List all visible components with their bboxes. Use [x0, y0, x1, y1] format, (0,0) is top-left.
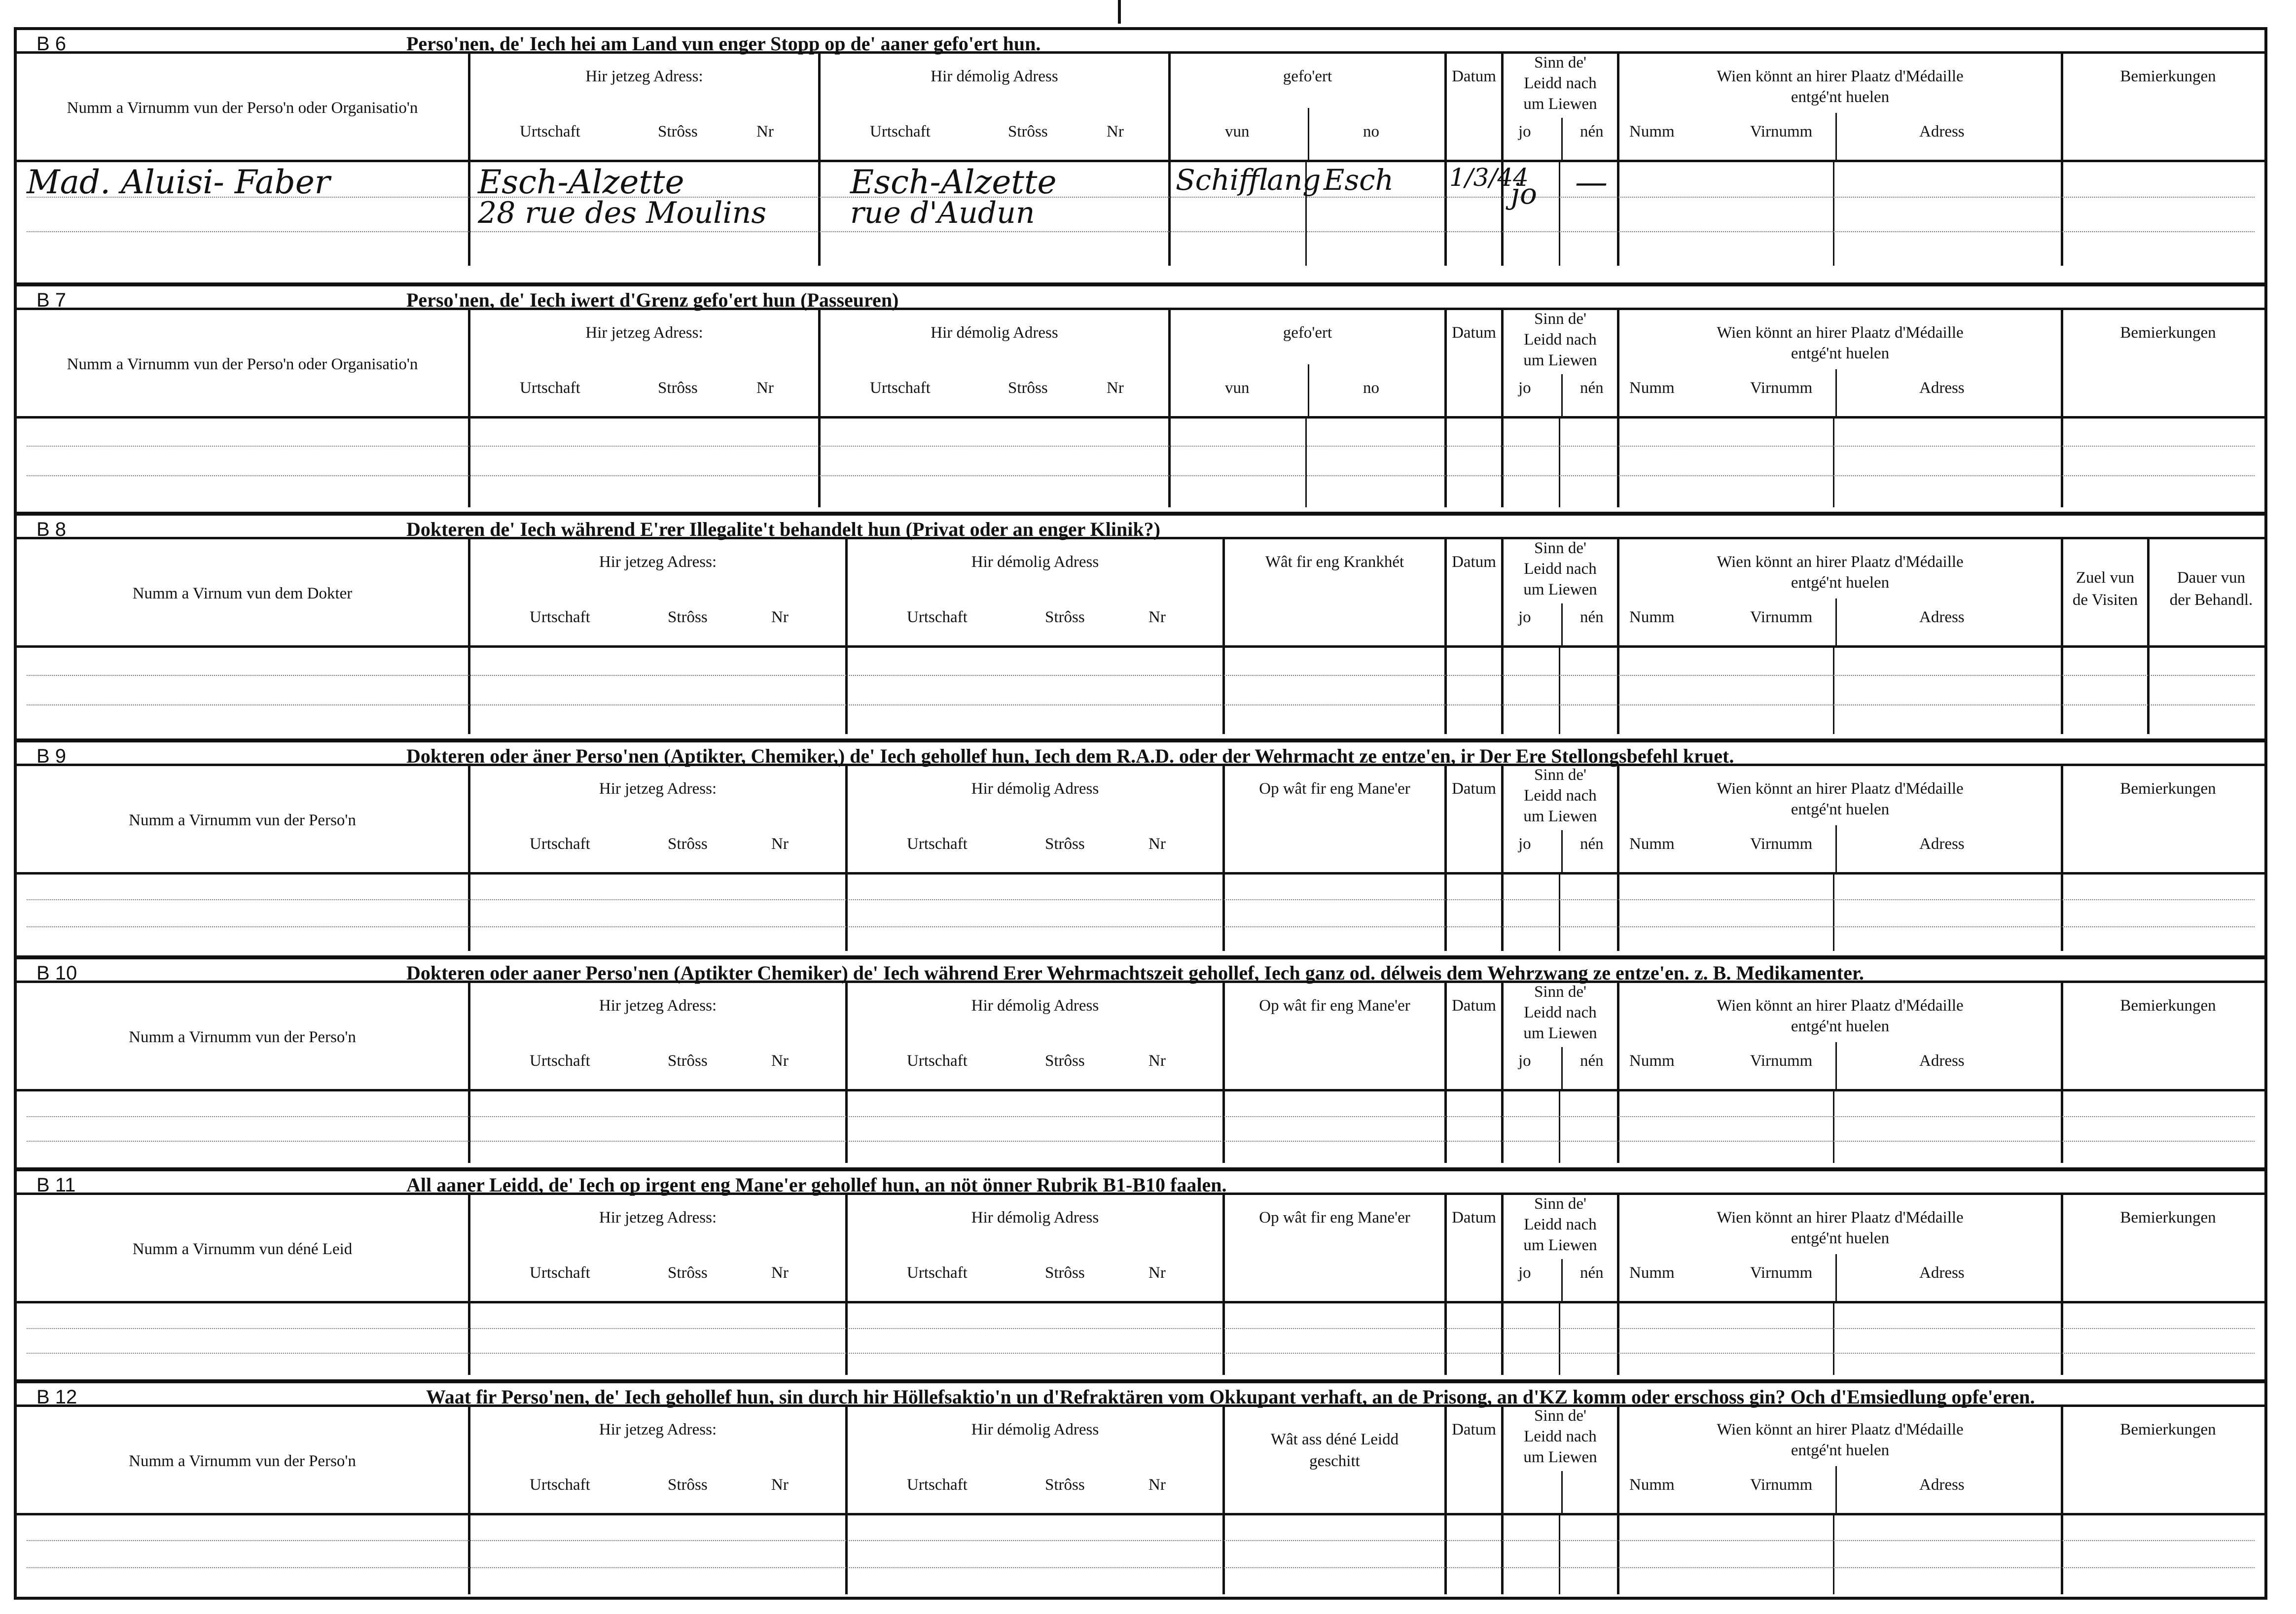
header-liewen: um Liewen — [1523, 351, 1597, 369]
header-nr: Nr — [771, 1264, 789, 1282]
header-geschitt: geschitt — [1309, 1452, 1360, 1470]
column-header-row — [17, 539, 2264, 648]
col-alive — [1501, 539, 1617, 645]
section-header — [17, 742, 2264, 766]
header-jo: jo — [1518, 379, 1531, 397]
header-urtschaft: Urtschaft — [907, 608, 968, 626]
section-title: Dokteren oder aaner Perso'nen (Aptikter Chemiker) de' Iech während Erer Wehrmachtszeit gehollef, Iech ganz od. délweis dem Wehrzwang ze entze'en. z. B. Medikamenter. — [406, 962, 1864, 984]
section-b10 — [17, 955, 2264, 1167]
header-virnumm: Virnumm — [1750, 123, 1813, 140]
entry-rows — [17, 1303, 2264, 1375]
header-jo: jo — [1518, 835, 1531, 853]
header-leidd: Leidd nach — [1524, 787, 1597, 805]
header-nr: Nr — [771, 1052, 789, 1070]
header-entgent: entgé'nt huelen — [1791, 574, 1890, 592]
section-header — [17, 516, 2264, 539]
header-datum: Datum — [1452, 1209, 1496, 1227]
header-sinn: Sinn de' — [1534, 1195, 1586, 1213]
header-adress: Adress — [1919, 379, 1965, 397]
section-b9 — [17, 738, 2264, 955]
entry-rows — [17, 875, 2264, 951]
col-name — [17, 1407, 468, 1513]
col-current-address — [468, 983, 845, 1089]
header-sinn: Sinn de' — [1534, 1407, 1586, 1425]
section-code: B 8 — [36, 519, 67, 540]
header-nr: Nr — [1148, 1052, 1166, 1070]
header-jo: jo — [1518, 608, 1531, 626]
section-code: B 11 — [36, 1174, 76, 1196]
header-name: Numm a Virnumm vun der Perso'n oder Organisatio'n — [67, 99, 418, 117]
header-wien: Wien könnt an hirer Plaatz d'Médaille — [1717, 68, 1964, 85]
header-nr: Nr — [1148, 608, 1166, 626]
col-former-address — [845, 766, 1222, 872]
header-numm: Numm — [1629, 123, 1675, 140]
section-title: Waat fir Perso'nen, de' Iech gehollef hun, sin durch hir Höllefsaktio'n un d'Refraktären vom Okkupant verhaft, an de Prisong, an d'KZ komm oder erschoss gin? Och d'Emsiedlung opfe'eren. — [426, 1386, 2035, 1408]
header-liewen: um Liewen — [1523, 581, 1597, 598]
col-name — [17, 983, 468, 1089]
header-numm: Numm — [1629, 379, 1675, 397]
col-alive — [1501, 766, 1617, 872]
col-manner — [1222, 766, 1444, 872]
col-current-address — [468, 1195, 845, 1301]
header-datum: Datum — [1452, 68, 1496, 85]
col-datum — [1444, 1195, 1501, 1301]
header-jo: jo — [1518, 123, 1531, 140]
header-current-address: Hir jetzeg Adress: — [599, 553, 717, 571]
section-code: B 6 — [36, 33, 67, 55]
header-wien: Wien könnt an hirer Plaatz d'Médaille — [1717, 324, 1964, 342]
header-urtschaft: Urtschaft — [520, 379, 580, 397]
col-medal — [1617, 766, 2061, 872]
header-adress: Adress — [1919, 123, 1965, 140]
header-liewen: um Liewen — [1523, 1236, 1597, 1254]
header-nr: Nr — [756, 379, 774, 397]
header-nen: nén — [1580, 379, 1604, 397]
col-illness — [1222, 539, 1444, 645]
col-name — [17, 310, 468, 416]
col-former-address — [845, 983, 1222, 1089]
header-nr: Nr — [1107, 379, 1124, 397]
header-entgent: entgé'nt huelen — [1791, 1018, 1890, 1035]
col-current-address — [468, 539, 845, 645]
col-manner — [1222, 1195, 1444, 1301]
header-datum: Datum — [1452, 553, 1496, 571]
header-virnumm: Virnumm — [1750, 1476, 1813, 1494]
section-title: All aaner Leidd, de' Iech op irgent eng Mane'er gehollef hun, an nöt önner Rubrik B1-B10 faalen. — [406, 1174, 1227, 1196]
entry-rows — [17, 648, 2264, 734]
column-header-row — [17, 310, 2264, 419]
header-wien: Wien könnt an hirer Plaatz d'Médaille — [1717, 780, 1964, 798]
col-alive — [1501, 983, 1617, 1089]
form-frame — [14, 27, 2267, 1600]
col-alive — [1501, 1195, 1617, 1301]
col-current-address — [468, 310, 818, 416]
header-nr: Nr — [771, 608, 789, 626]
header-vun: vun — [1225, 379, 1250, 397]
col-former-address — [845, 539, 1222, 645]
header-numm: Numm — [1629, 608, 1675, 626]
col-medal — [1617, 310, 2061, 416]
header-adress: Adress — [1919, 1264, 1965, 1282]
header-virnumm: Virnumm — [1750, 379, 1813, 397]
header-entgent: entgé'nt huelen — [1791, 801, 1890, 818]
header-manner: Op wât fir eng Mane'er — [1259, 997, 1410, 1015]
section-title: Dokteren de' Iech während E'rer Illegalite't behandelt hun (Privat oder an enger Klinik?) — [406, 518, 1160, 540]
col-datum — [1444, 54, 1501, 160]
header-wien: Wien könnt an hirer Plaatz d'Médaille — [1717, 997, 1964, 1015]
header-liewen: um Liewen — [1523, 1024, 1597, 1042]
col-medal — [1617, 1407, 2061, 1513]
header-bemierkungen: Bemierkungen — [2120, 997, 2216, 1015]
header-wien: Wien könnt an hirer Plaatz d'Médaille — [1717, 1421, 1964, 1439]
entry-date: 1/3/44 — [1449, 163, 1529, 192]
header-urtschaft: Urtschaft — [907, 1476, 968, 1494]
header-leidd: Leidd nach — [1524, 74, 1597, 92]
header-former-address: Hir démolig Adress — [971, 997, 1099, 1015]
header-name: Numm a Virnumm vun der Perso'n — [129, 1452, 356, 1470]
column-header-row — [17, 1407, 2264, 1515]
header-sinn: Sinn de' — [1534, 54, 1586, 71]
header-name: Numm a Virnumm vun der Perso'n oder Organisatio'n — [67, 355, 418, 373]
header-name: Numm a Virnumm vun déné Leid — [132, 1240, 353, 1258]
header-sinn: Sinn de' — [1534, 766, 1586, 784]
col-visits — [2061, 539, 2147, 645]
header-what-happened: Wât ass déné Leidd — [1270, 1431, 1399, 1448]
header-adress: Adress — [1919, 608, 1965, 626]
header-leidd: Leidd nach — [1524, 331, 1597, 349]
section-header — [17, 1171, 2264, 1195]
col-remarks — [2061, 310, 2273, 416]
header-stross: Strôss — [1045, 1476, 1085, 1494]
header-adress: Adress — [1919, 1476, 1965, 1494]
column-header-row — [17, 54, 2264, 162]
header-jo: jo — [1518, 1052, 1531, 1070]
column-header-row — [17, 766, 2264, 875]
header-current-address: Hir jetzeg Adress: — [599, 780, 717, 798]
header-leidd: Leidd nach — [1524, 1004, 1597, 1021]
col-datum — [1444, 1407, 1501, 1513]
header-adress: Adress — [1919, 1052, 1965, 1070]
header-zuel: Zuel vun — [2076, 569, 2135, 587]
header-nr: Nr — [1148, 835, 1166, 853]
section-code: B 7 — [36, 289, 67, 311]
header-urtschaft: Urtschaft — [870, 123, 931, 140]
header-stross: Strôss — [668, 1264, 708, 1282]
entry-rows — [17, 1515, 2264, 1594]
section-b11 — [17, 1167, 2264, 1379]
col-current-address — [468, 1407, 845, 1513]
entry-current-street: 28 rue des Moulins — [478, 196, 767, 230]
header-stross: Strôss — [1008, 379, 1048, 397]
header-stross: Strôss — [658, 379, 698, 397]
header-sinn: Sinn de' — [1534, 310, 1586, 328]
header-current-address: Hir jetzeg Adress: — [599, 1209, 717, 1227]
header-nen: nén — [1580, 1264, 1604, 1282]
header-stross: Strôss — [668, 835, 708, 853]
header-name: Numm a Virnumm vun der Perso'n — [129, 811, 356, 829]
col-manner — [1222, 983, 1444, 1089]
column-header-row — [17, 983, 2264, 1091]
entry-rows — [17, 419, 2264, 507]
header-liewen: um Liewen — [1523, 1448, 1597, 1466]
col-what-happened — [1222, 1407, 1444, 1513]
header-urtschaft: Urtschaft — [520, 123, 580, 140]
header-leidd: Leidd nach — [1524, 1428, 1597, 1445]
col-remarks — [2061, 766, 2273, 872]
header-nr: Nr — [771, 835, 789, 853]
header-virnumm: Virnumm — [1750, 1052, 1813, 1070]
entry-rows — [17, 1091, 2264, 1163]
entry-name: Mad. Aluisi- Faber — [27, 163, 330, 201]
col-datum — [1444, 766, 1501, 872]
header-sinn: Sinn de' — [1534, 983, 1586, 1001]
header-nr: Nr — [1148, 1264, 1166, 1282]
header-urtschaft: Urtschaft — [530, 1476, 590, 1494]
section-code: B 12 — [36, 1386, 77, 1408]
header-leidd: Leidd nach — [1524, 560, 1597, 578]
header-adress: Adress — [1919, 835, 1965, 853]
header-bemierkungen: Bemierkungen — [2120, 68, 2216, 85]
header-former-address: Hir démolig Adress — [971, 1421, 1099, 1439]
header-current-address: Hir jetzeg Adress: — [599, 1421, 717, 1439]
col-remarks — [2061, 54, 2273, 160]
header-entgent: entgé'nt huelen — [1791, 1441, 1890, 1459]
header-former-address: Hir démolig Adress — [931, 324, 1058, 342]
header-wien: Wien könnt an hirer Plaatz d'Médaille — [1717, 1209, 1964, 1227]
header-bemierkungen: Bemierkungen — [2120, 780, 2216, 798]
header-numm: Numm — [1629, 1476, 1675, 1494]
header-former-address: Hir démolig Adress — [971, 553, 1099, 571]
entry-former-street: rue d'Audun — [850, 196, 1035, 230]
header-urtschaft: Urtschaft — [907, 1052, 968, 1070]
section-header — [17, 959, 2264, 983]
header-stross: Strôss — [668, 1476, 708, 1494]
col-alive — [1501, 54, 1617, 160]
header-urtschaft: Urtschaft — [870, 379, 931, 397]
header-numm: Numm — [1629, 835, 1675, 853]
header-former-address: Hir démolig Adress — [971, 1209, 1099, 1227]
header-manner: Op wât fir eng Mane'er — [1259, 780, 1410, 798]
header-no: no — [1363, 123, 1379, 140]
col-medal — [1617, 54, 2061, 160]
header-numm: Numm — [1629, 1052, 1675, 1070]
header-stross: Strôss — [1045, 608, 1085, 626]
header-behandl: der Behandl. — [2169, 591, 2253, 609]
entry-former-place: Esch-Alzette — [850, 163, 1057, 201]
header-stross: Strôss — [658, 123, 698, 140]
col-alive — [1501, 1407, 1617, 1513]
col-datum — [1444, 539, 1501, 645]
entry-current-place: Esch-Alzette — [478, 163, 684, 201]
section-code: B 10 — [36, 962, 77, 984]
section-code: B 9 — [36, 745, 67, 767]
header-virnumm: Virnumm — [1750, 608, 1813, 626]
header-bemierkungen: Bemierkungen — [2120, 324, 2216, 342]
col-former-address — [845, 1195, 1222, 1301]
header-liewen: um Liewen — [1523, 95, 1597, 113]
header-current-address: Hir jetzeg Adress: — [585, 324, 703, 342]
header-stross: Strôss — [668, 608, 708, 626]
col-medal — [1617, 1195, 2061, 1301]
header-nr: Nr — [1148, 1476, 1166, 1494]
header-stross: Strôss — [1045, 835, 1085, 853]
header-nen: nén — [1580, 608, 1604, 626]
header-datum: Datum — [1452, 1421, 1496, 1439]
col-name — [17, 54, 468, 160]
header-manner: Op wât fir eng Mane'er — [1259, 1209, 1410, 1227]
section-title: Dokteren oder äner Perso'nen (Aptikter, Chemiker,) de' Iech gehollef hun, Iech dem R.A.D. oder der Wehrmacht ze entze'en, ir Der Ere Stellongsbefehl kruet. — [406, 745, 1734, 767]
header-nr: Nr — [756, 123, 774, 140]
header-stross: Strôss — [1008, 123, 1048, 140]
column-header-row — [17, 1195, 2264, 1303]
header-vun: vun — [1225, 123, 1250, 140]
header-nen: nén — [1580, 835, 1604, 853]
header-nen: nén — [1580, 1052, 1604, 1070]
header-urtschaft: Urtschaft — [530, 835, 590, 853]
col-datum — [1444, 310, 1501, 416]
header-bemierkungen: Bemierkungen — [2120, 1209, 2216, 1227]
header-urtschaft: Urtschaft — [530, 608, 590, 626]
col-former-address — [818, 310, 1168, 416]
section-b6 — [17, 30, 2264, 286]
header-gefoert: gefo'ert — [1283, 68, 1332, 85]
section-b7 — [17, 282, 2264, 512]
header-nr: Nr — [1107, 123, 1124, 140]
header-bemierkungen: Bemierkungen — [2120, 1421, 2216, 1439]
entry-no: — — [1575, 163, 1608, 201]
header-stross: Strôss — [1045, 1052, 1085, 1070]
col-name — [17, 539, 468, 645]
section-b12 — [17, 1379, 2264, 1597]
col-remarks — [2061, 1195, 2273, 1301]
header-datum: Datum — [1452, 780, 1496, 798]
header-nr: Nr — [771, 1476, 789, 1494]
header-illness: Wât fir eng Krankhét — [1265, 553, 1404, 571]
col-gefoert — [1168, 310, 1444, 416]
col-current-address — [468, 54, 818, 160]
header-visiten: de Visiten — [2072, 591, 2138, 609]
header-sinn: Sinn de' — [1534, 539, 1586, 557]
header-urtschaft: Urtschaft — [530, 1052, 590, 1070]
header-datum: Datum — [1452, 997, 1496, 1015]
header-entgent: entgé'nt huelen — [1791, 1229, 1890, 1247]
top-tick-mark — [1118, 0, 1121, 24]
header-former-address: Hir démolig Adress — [931, 68, 1058, 85]
header-former-address: Hir démolig Adress — [971, 780, 1099, 798]
section-title: Perso'nen, de' Iech hei am Land vun enger Stopp op de' aaner gefo'ert hun. — [406, 33, 1041, 55]
entry-from: Schifflang — [1176, 163, 1321, 197]
header-name: Numm a Virnumm vun der Perso'n — [129, 1028, 356, 1046]
header-entgent: entgé'nt huelen — [1791, 345, 1890, 362]
header-current-address: Hir jetzeg Adress: — [585, 68, 703, 85]
section-b8 — [17, 512, 2264, 738]
col-name — [17, 766, 468, 872]
col-alive — [1501, 310, 1617, 416]
header-stross: Strôss — [1045, 1264, 1085, 1282]
col-remarks — [2061, 983, 2273, 1089]
header-nen: nén — [1580, 123, 1604, 140]
header-jo: jo — [1518, 1264, 1531, 1282]
col-former-address — [818, 54, 1168, 160]
header-wien: Wien könnt an hirer Plaatz d'Médaille — [1717, 553, 1964, 571]
header-stross: Strôss — [668, 1052, 708, 1070]
header-current-address: Hir jetzeg Adress: — [599, 997, 717, 1015]
header-urtschaft: Urtschaft — [907, 835, 968, 853]
entry-to: Esch — [1324, 163, 1394, 197]
header-urtschaft: Urtschaft — [530, 1264, 590, 1282]
col-duration — [2147, 539, 2273, 645]
header-no: no — [1363, 379, 1379, 397]
col-medal — [1617, 539, 2061, 645]
col-datum — [1444, 983, 1501, 1089]
col-medal — [1617, 983, 2061, 1089]
header-gefoert: gefo'ert — [1283, 324, 1332, 342]
section-header — [17, 1383, 2264, 1407]
col-remarks — [2061, 1407, 2273, 1513]
header-entgent: entgé'nt huelen — [1791, 88, 1890, 106]
header-dauer: Dauer vun — [2177, 569, 2246, 587]
col-former-address — [845, 1407, 1222, 1513]
section-header — [17, 286, 2264, 310]
section-header — [17, 30, 2264, 54]
header-liewen: um Liewen — [1523, 807, 1597, 825]
entry-yes: jo — [1511, 177, 1537, 211]
header-virnumm: Virnumm — [1750, 1264, 1813, 1282]
section-title: Perso'nen, de' Iech iwert d'Grenz gefo'ert hun (Passeuren) — [406, 289, 899, 311]
header-numm: Numm — [1629, 1264, 1675, 1282]
col-gefoert — [1168, 54, 1444, 160]
header-datum: Datum — [1452, 324, 1496, 342]
header-urtschaft: Urtschaft — [907, 1264, 968, 1282]
col-current-address — [468, 766, 845, 872]
entry-rows — [17, 162, 2264, 266]
header-name: Numm a Virnum vun dem Dokter — [132, 585, 353, 602]
header-virnumm: Virnumm — [1750, 835, 1813, 853]
header-leidd: Leidd nach — [1524, 1216, 1597, 1233]
col-name — [17, 1195, 468, 1301]
